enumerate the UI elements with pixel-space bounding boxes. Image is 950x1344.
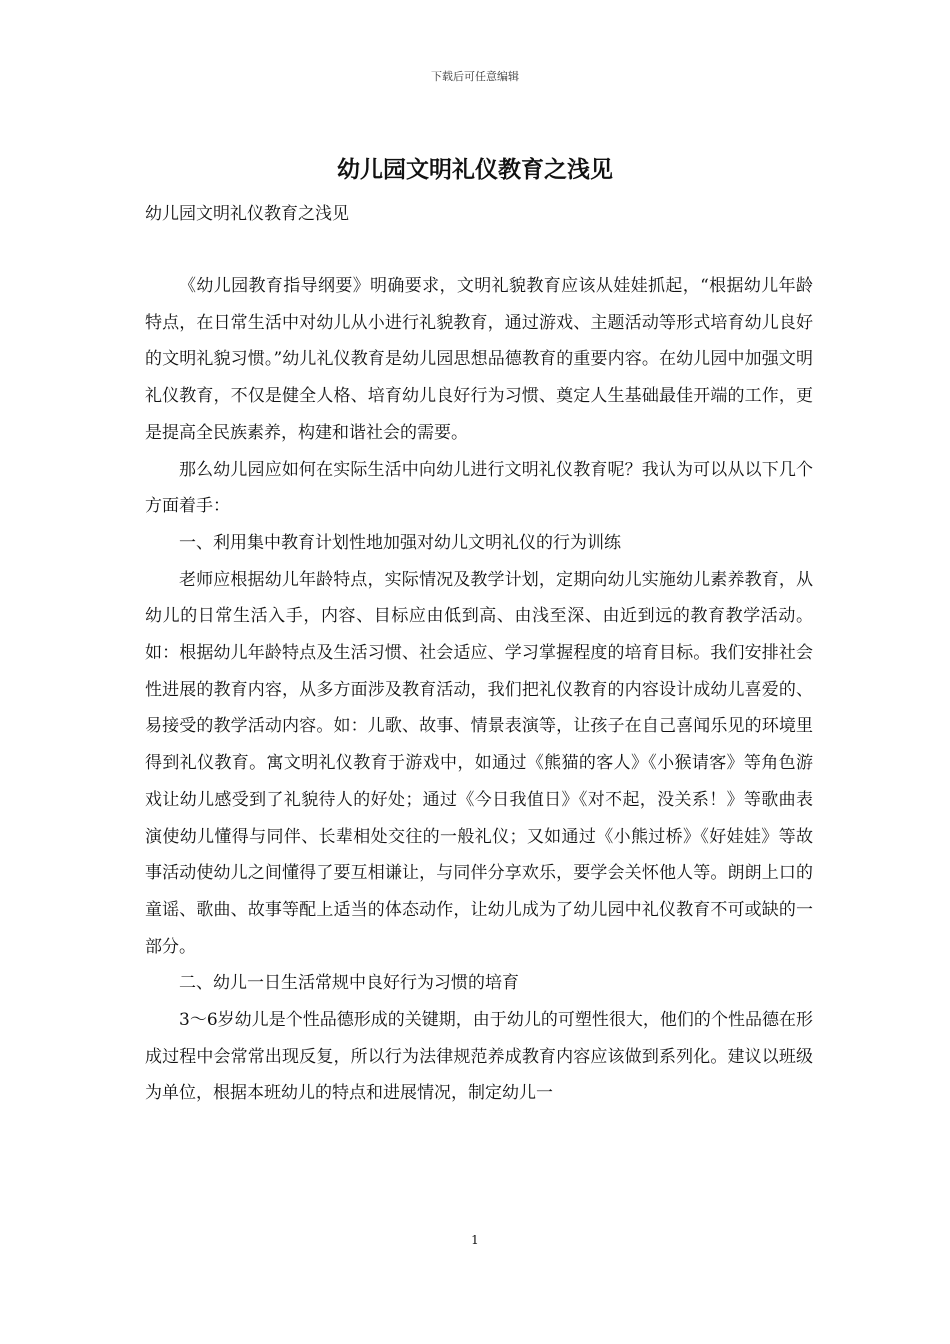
document-subtitle: 幼儿园文明礼仪教育之浅见 [145,204,349,224]
document-body [145,268,813,1112]
section-heading-1: 一、利用集中教育计划性地加强对幼儿文明礼仪的行为训练 [179,532,621,553]
paragraph-section-1: 老师应根据幼儿年龄特点，实际情况及教学计划，定期向幼儿实施幼儿素养教育，从幼儿的日常生活入手，内容、目标应由低到高、由浅至深、由近到远的教育教学活动。如：根据幼儿年龄特点及生活习惯、社会适应、学习掌握程度的培育目标。我们安排社会性进展的教育内容，从多方面涉及教育活动，我们把礼仪教育的内容设计成幼儿喜爱的、易接受的教学活动内容。如：儿歌、故事、情景表演等，让孩子在自己喜闻乐见的环境里得到礼仪教育。寓文明礼仪教育于游戏中，如通过《熊猫的客人》《小猴请客》等角色游戏让幼儿感受到了礼貌待人的好处；通过《今日我值日》《对不起，没关系！》等歌曲表演使幼儿懂得与同伴、长辈相处交往的一般礼仪；又如通过《小熊过桥》《好娃娃》等故事活动使幼儿之间懂得了要互相谦让，与同伴分享欢乐，要学会关怀他人等。朗朗上口的童谣、歌曲、故事等配上适当的体态动作，让幼儿成为了幼儿园中礼仪教育不可或缺的一部分。 [145,569,813,957]
document-title: 幼儿园文明礼仪教育之浅见 [337,156,613,183]
section-heading-2: 二、幼儿一日生活常规中良好行为习惯的培育 [179,973,519,994]
paragraph-intro: 《幼儿园教育指导纲要》明确要求，文明礼貌教育应该从娃娃抓起，“根据幼儿年龄特点，在日常生活中对幼儿从小进行礼貌教育，通过游戏、主题活动等形式培育幼儿良好的文明礼貌习惯。”幼儿礼仪教育是幼儿园思想品德教育的重要内容。在幼儿园中加强文明礼仪教育，不仅是健全人格、培育幼儿良好行为习惯、奠定人生基础最佳开端的工作，更是提高全民族素养，构建和谐社会的需要。 [145,276,813,443]
paragraph-question: 那么幼儿园应如何在实际生活中向幼儿进行文明礼仪教育呢？我认为可以从以下几个方面着手： [145,459,813,517]
paragraph-section-2: 3～6岁幼儿是个性品德形成的关键期，由于幼儿的可塑性很大，他们的个性品德在形成过程中会常常出现反复，所以行为法律规范养成教育内容应该做到系列化。建议以班级为单位，根据本班幼儿的特点和进展情况，制定幼儿一 [145,1010,813,1104]
page-header: 下载后可任意编辑 [431,70,519,83]
page-number: 1 [471,1233,479,1247]
